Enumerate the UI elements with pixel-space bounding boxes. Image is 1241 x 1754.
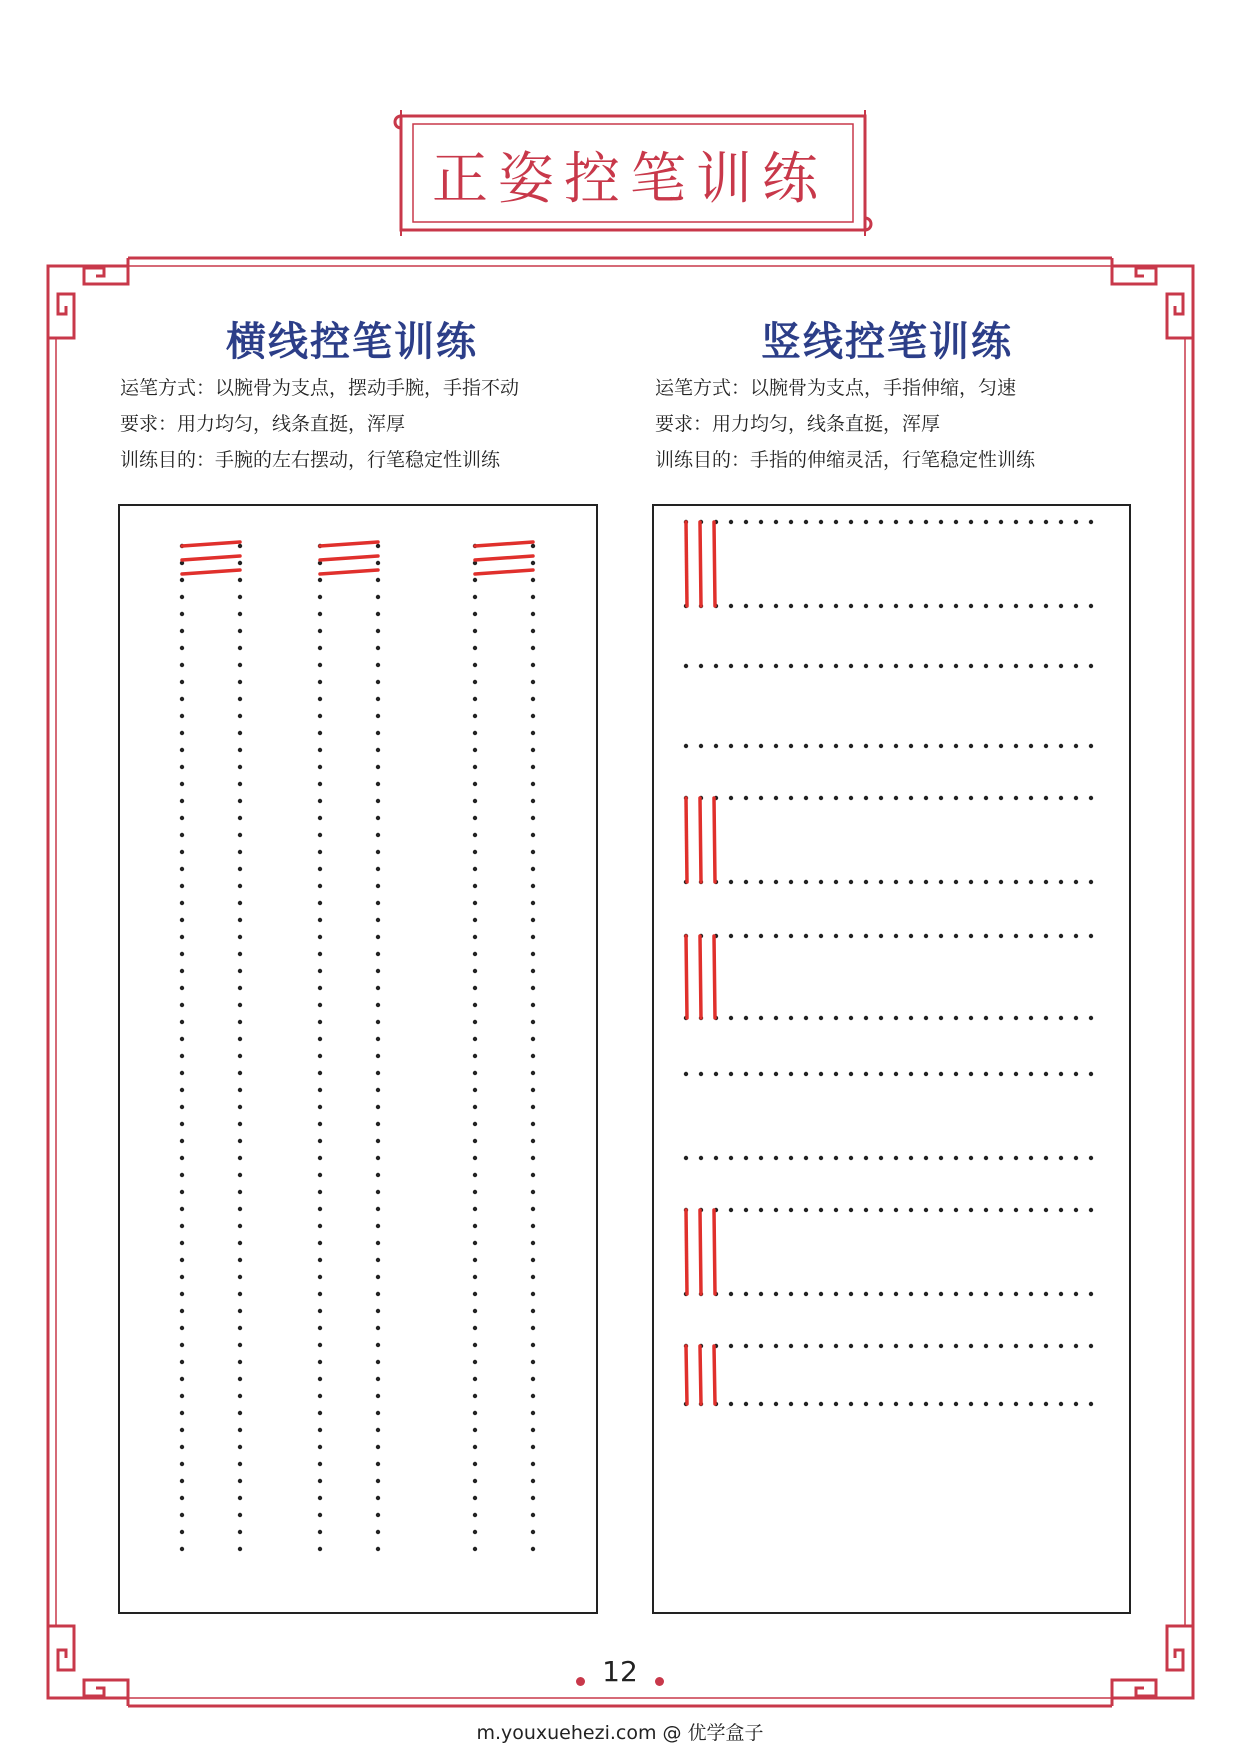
right-panel-requirement: 要求：用力均匀，线条直挺，浑厚 xyxy=(655,413,941,435)
horizontal-practice-box xyxy=(118,504,598,1614)
left-panel-requirement: 要求：用力均匀，线条直挺，浑厚 xyxy=(120,413,406,435)
vertical-practice-box xyxy=(652,504,1131,1614)
left-panel-title: 横线控笔训练 xyxy=(226,319,478,365)
right-panel-method: 运笔方式：以腕骨为支点，手指伸缩，匀速 xyxy=(655,377,1017,399)
vertical-practice-dots xyxy=(654,506,1133,1616)
page-title: 正姿控笔训练 xyxy=(432,147,828,212)
left-panel-method: 运笔方式：以腕骨为支点，摆动手腕，手指不动 xyxy=(120,377,520,399)
right-panel-goal: 训练目的：手指的伸缩灵活，行笔稳定性训练 xyxy=(655,449,1036,471)
footer-watermark: m.youxuehezi.com @ 优学盒子 xyxy=(476,1722,764,1744)
left-panel-goal: 训练目的：手腕的左右摆动，行笔稳定性训练 xyxy=(120,449,501,471)
right-panel-title: 竖线控笔训练 xyxy=(761,319,1013,365)
page-number-dot-right xyxy=(655,1677,664,1686)
page-number: 12 xyxy=(602,1655,638,1688)
horizontal-practice-dots xyxy=(120,506,600,1616)
